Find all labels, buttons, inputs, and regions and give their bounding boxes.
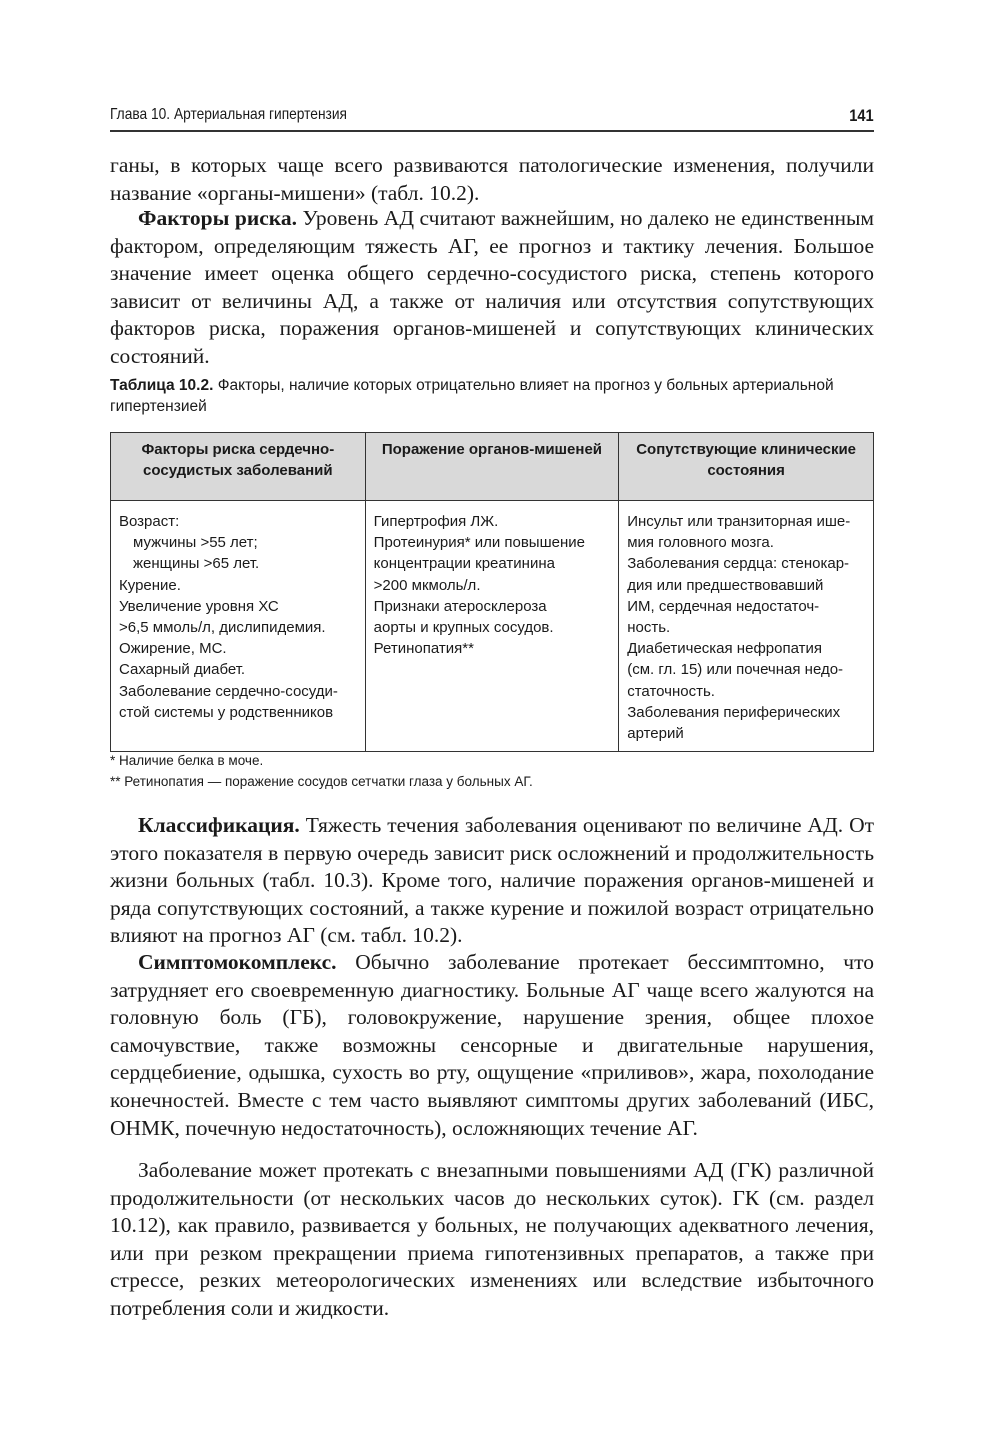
paragraph-text: Заболевание может протекать с внезапными повышениями АД (ГК) различной продолжительности (от нескольких часов до нескольких суток). ГК (см. раздел 10.12), как правило, развивается у больных, не получающих адекватного лечения, или при резком прекращении приема гипотензивных препаратов, а также при стрессе, резких метеорологических изменениях или вследствие избыточного потребления соли и жидкости.	[110, 1158, 874, 1320]
cell-line: >6,5 ммоль/л, дислипидемия.	[119, 619, 326, 637]
cell-line: Инсульт или транзиторная ише-	[627, 513, 851, 530]
cell-line: мужчины >55 лет;	[133, 534, 258, 552]
cell-line: ность.	[627, 619, 671, 637]
paragraph-risk-factors	[110, 205, 874, 371]
table-header-row	[111, 433, 874, 501]
cell-line: женщины >65 лет.	[133, 555, 260, 573]
paragraph-text: ганы, в которых чаще всего развиваются патологические изменения, получили название «органы-мишени» (табл. 10.2).	[110, 153, 874, 205]
cell-line: Курение.	[119, 576, 181, 594]
paragraph-text: Тяжесть течения заболевания оценивают по величине АД. От этого показателя в первую очередь зависит риск осложнений и продолжительность жизни больных (табл. 10.3). Кроме того, наличие поражения органов-мишеней и ряда сопутствующих состояний, а также курение и пожилой возраст отрицательно влияют на прогноз АГ (см. табл. 10.2).	[110, 813, 874, 948]
cell-line: артерий	[627, 725, 684, 743]
paragraph-text: Уровень АД считают важнейшим, но далеко не единственным фактором, определяющим тяжесть АГ, ее прогноз и тактику лечения. Большое значение имеет оценка общего сердечно-сосудистого риска, степень которого зависит от величины АД, а также от наличия или отсутствия сопутствующих факторов риска, поражения органов-мишеней и сопутствующих клинических состояний.	[110, 206, 875, 368]
paragraph-lead: Классификация.	[138, 813, 300, 837]
cell-line: мия головного мозга.	[627, 534, 774, 552]
cell-line: Ретинопатия**	[373, 640, 474, 658]
cell-line: ИМ, сердечная недостаточ-	[627, 597, 820, 615]
cell-line: >200 мкмоль/л.	[373, 576, 481, 594]
cell-line: Диабетическая нефропатия	[627, 640, 822, 658]
cell-line: Увеличение уровня ХС	[119, 597, 279, 615]
chapter-title: Глава 10. Артериальная гипертензия	[110, 106, 347, 123]
cell-line: Протеинурия* или повышение	[373, 534, 585, 552]
cell-line: (см. гл. 15) или почечная недо-	[627, 661, 844, 679]
cell-line: статочность.	[627, 682, 715, 700]
cell-line: Гипертрофия ЛЖ.	[373, 513, 499, 530]
table-row	[111, 501, 874, 752]
table-caption	[110, 375, 874, 417]
paragraph-continuation	[110, 152, 874, 207]
cell-line: Признаки атеросклероза	[373, 597, 547, 615]
page-number: 141	[849, 106, 874, 125]
cell-line: Заболевания сердца: стенокар-	[627, 555, 850, 573]
paragraph-lead: Факторы риска.	[138, 206, 297, 230]
paragraph-text: Обычно заболевание протекает бессимптомно, что затрудняет его своевременную диагностику. Больные АГ чаще всего жалуются на головную боль (ГБ), головокружение, нарушение зрения, общее плохое самочувствие, также возможны сенсорные и двигательные нарушения, сердцебиение, одышка, сухость во рту, ощущение «приливов», жара, похолодание конечностей. Вместе с тем часто выявляют симптомы других заболеваний (ИБС, ОНМК, почечную недостаточность), осложняющих течение АГ.	[110, 950, 874, 1140]
cell-line: Возраст:	[119, 513, 180, 530]
column-header: Факторы риска сердечно-сосудистых заболеваний	[111, 433, 366, 501]
table-cell-clinical-conditions	[619, 501, 874, 752]
cell-line: Заболевания периферических	[627, 703, 841, 721]
paragraph-classification	[110, 812, 874, 950]
cell-line: дия или предшествовавший	[627, 576, 824, 594]
risk-factors-table	[110, 432, 874, 752]
cell-line: Ожирение, МС.	[119, 640, 227, 658]
table-cell-risk-factors	[111, 501, 366, 752]
paragraph-symptoms	[110, 949, 874, 1142]
cell-line: стой системы у родственников	[119, 703, 334, 721]
running-head	[110, 100, 874, 130]
footnote: ** Ретинопатия — поражение сосудов сетчатки глаза у больных АГ.	[110, 774, 533, 789]
table-footnotes	[110, 750, 874, 792]
cell-line: аорты и крупных сосудов.	[373, 619, 554, 637]
table-caption-text: Факторы, наличие которых отрицательно влияет на прогноз у больных артериальной гипертензией	[110, 377, 834, 415]
book-page	[110, 100, 875, 1320]
cell-line: концентрации креатинина	[373, 555, 555, 573]
table-cell-target-organs	[365, 501, 619, 752]
cell-line: Заболевание сердечно-сосуди-	[119, 682, 338, 700]
table-caption-label: Таблица 10.2.	[110, 377, 214, 394]
paragraph-lead: Симптомокомплекс.	[138, 950, 337, 974]
column-header: Сопутствующие клинические состояния	[619, 433, 874, 501]
header-rule	[110, 130, 874, 132]
footnote: * Наличие белка в моче.	[110, 753, 264, 768]
cell-line: Сахарный диабет.	[119, 661, 246, 679]
column-header: Поражение органов-мишеней	[365, 433, 619, 501]
paragraph-crisis	[110, 1157, 874, 1323]
